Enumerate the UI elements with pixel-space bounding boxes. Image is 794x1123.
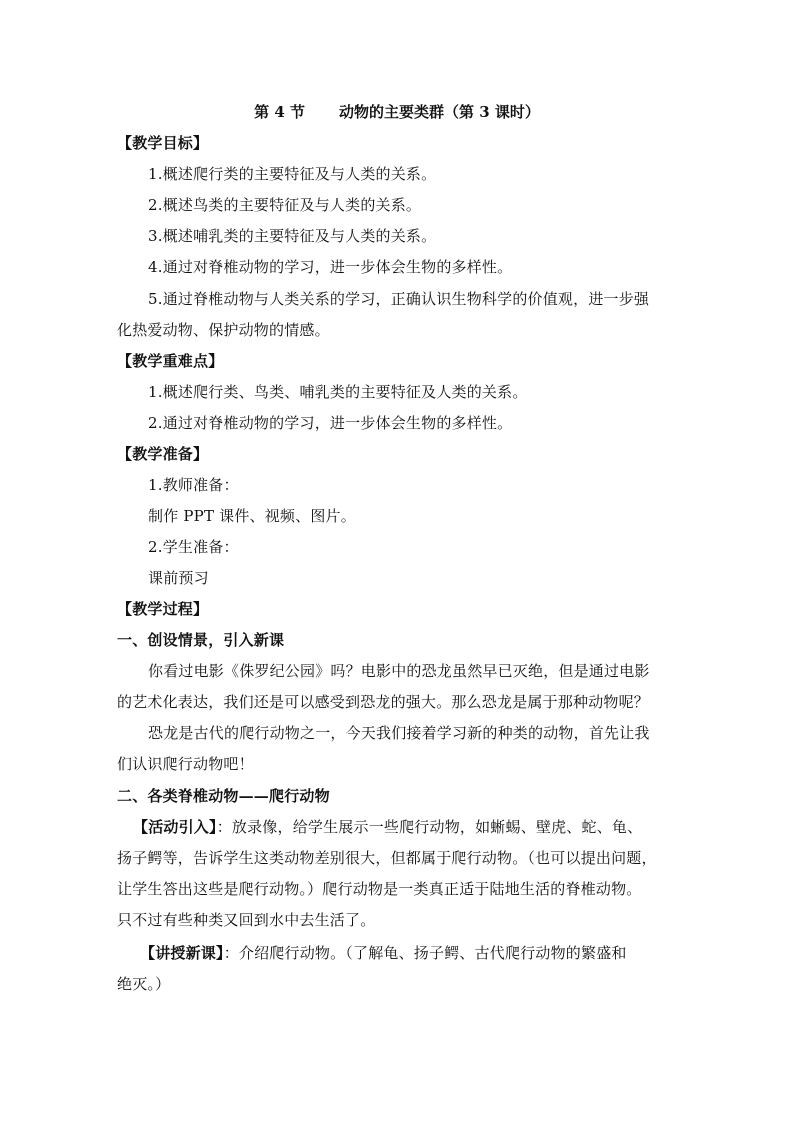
activity-line2: 扬子鳄等，告诉学生这类动物差别很大，但都属于爬行动物。（也可以提出问题，	[117, 849, 657, 867]
teacher-prep-label: 1.教师准备：	[148, 476, 239, 494]
teacher-prep-text: 制作 PPT 课件、视频、图片。	[148, 507, 356, 525]
paragraph-2-line1: 恐龙是古代的爬行动物之一，今天我们接着学习新的种类的动物，首先让我	[148, 724, 650, 742]
objective-item: 4.通过对脊椎动物的学习，进一步体会生物的多样性。	[148, 258, 513, 276]
lecture-label: 【讲授新课】	[140, 944, 224, 962]
process-heading: 【教学过程】	[117, 600, 209, 618]
key-point-item: 1.概述爬行类、鸟类、哺乳类的主要特征及人类的关系。	[148, 383, 528, 401]
lesson-name: 动物的主要类群（第 3 课时）	[339, 103, 540, 121]
activity-text: ：放录像，给学生展示一些爬行动物，如蜥蜴、壁虎、蛇、龟、	[216, 818, 643, 836]
objective-item-5-line2: 化热爱动物、保护动物的情感。	[117, 321, 330, 339]
objectives-heading: 【教学目标】	[117, 134, 209, 152]
lecture-text: ：介绍爬行动物。（了解龟、扬子鳄、古代爬行动物的繁盛和	[223, 944, 627, 962]
lecture-line1	[140, 943, 680, 963]
activity-line1	[133, 817, 678, 837]
objective-item: 3.概述哺乳类的主要特征及与人类的关系。	[148, 227, 437, 245]
paragraph-2-line2: 们认识爬行动物吧！	[117, 755, 254, 773]
student-prep-text: 课前预习	[148, 569, 209, 587]
activity-label: 【活动引入】	[133, 818, 217, 836]
page-title	[0, 102, 794, 122]
section-number: 第 4 节	[254, 103, 305, 121]
part2-heading: 二、各类脊椎动物——爬行动物	[117, 787, 330, 805]
key-points-heading: 【教学重难点】	[117, 352, 224, 370]
paragraph-1-line1: 你看过电影《侏罗纪公园》吗？电影中的恐龙虽然早已灭绝，但是通过电影	[148, 662, 650, 680]
objective-item: 2.概述鸟类的主要特征及与人类的关系。	[148, 196, 422, 214]
key-point-item: 2.通过对脊椎动物的学习，进一步体会生物的多样性。	[148, 414, 513, 432]
paragraph-1-line2: 的艺术化表达，我们还是可以感受到恐龙的强大。那么恐龙是属于那种动物呢？	[117, 693, 650, 711]
lecture-line2: 绝灭。）	[117, 975, 171, 993]
objective-item-5-line1: 5.通过脊椎动物与人类关系的学习，正确认识生物科学的价值观，进一步强	[148, 290, 650, 308]
activity-line4: 只不过有些种类又回到水中去生活了。	[117, 911, 376, 929]
part1-heading: 一、创设情景，引入新课	[117, 631, 285, 649]
activity-line3: 让学生答出这些是爬行动物。）爬行动物是一类真正适于陆地生活的脊椎动物。	[117, 880, 642, 898]
objective-item: 1.概述爬行类的主要特征及与人类的关系。	[148, 165, 437, 183]
student-prep-label: 2.学生准备：	[148, 538, 239, 556]
preparation-heading: 【教学准备】	[117, 445, 209, 463]
